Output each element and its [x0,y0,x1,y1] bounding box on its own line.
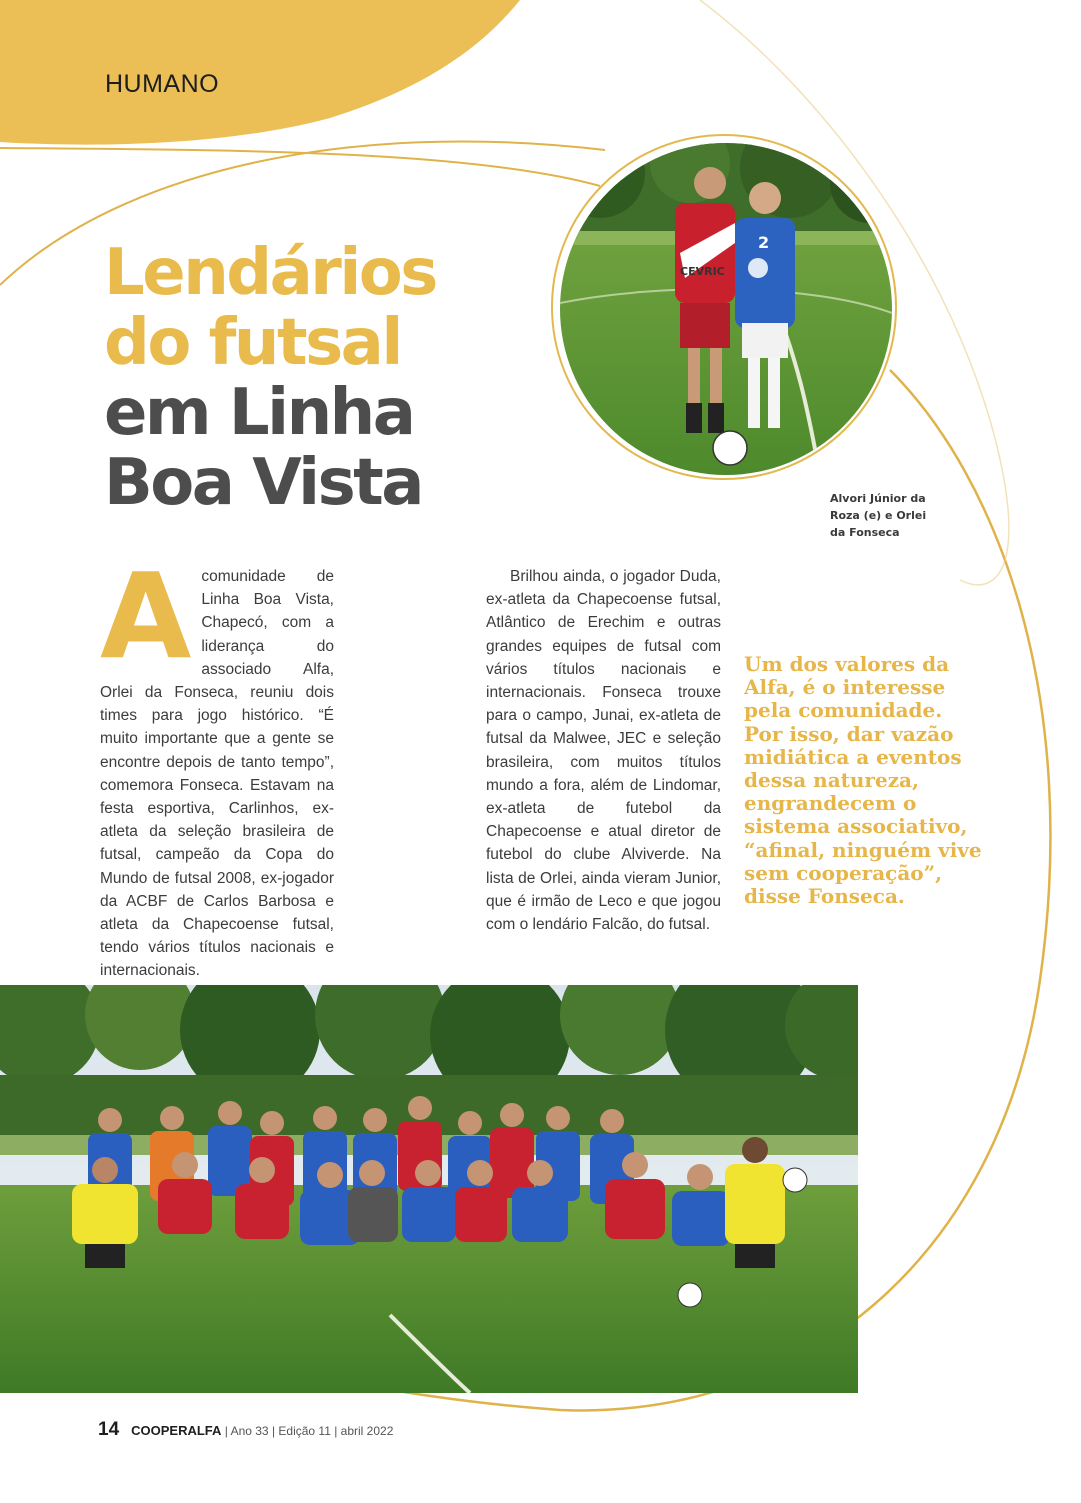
headline-line: Boa Vista [104,446,422,520]
article-column-1 [100,547,334,983]
publication-name: COOPERALFA [131,1423,222,1438]
team-group-photo [0,985,858,1393]
headline-line: do futsal [104,306,401,380]
pull-quote: Um dos valores da Alfa, é o interesse pela comunidade. Por isso, dar vazão midiática a eventos dessa natureza, engrandecem o sistema associativo, “afinal, ninguém vive sem cooperação”, disse Fonseca. [744,652,982,909]
drop-cap: A [100,547,192,685]
team-photo-illustration [0,985,858,1393]
section-label: HUMANO [105,70,220,98]
headline-line: Lendários [104,236,436,310]
article-text: Brilhou ainda, o jogador Duda, ex-atleta da Chapecoense futsal, Atlântico de Erechim e outras grandes equipes de futsal com vários títulos nacionais e internacionais. Fonseca trouxe para o campo, Junai, ex-atleta de futsal da Malwee, JEC e seleção brasileira, com muitos títulos mundo a fora, além de Lindomar, ex-atleta de futebol da Chapecoense e atual diretor de futebol do clube Alviverde. Na lista de Orlei, ainda vieram Junior, que é irmão de Leco e que jogou com o lendário Falcão, do futsal. [486,568,721,934]
issue-info: | Ano 33 | Edição 11 | abril 2022 [224,1424,394,1438]
page-number: 14 [98,1419,120,1440]
top-gold-wave [0,0,520,145]
jersey-number: 2 [758,233,770,252]
headline [104,238,436,518]
players-portrait-illustration [560,143,892,475]
page-footer [98,1419,393,1441]
article-column-2 [486,565,721,936]
headline-line: em Linha [104,376,414,450]
photo-caption: Alvori Júnior da Roza (e) e Orlei da Fonseca [830,492,927,539]
jersey-sponsor-text: CEVRIC [680,265,725,278]
article-text: comunidade de Linha Boa Vista, Chapecó, com a liderança do associado Alfa, Orlei da Fonseca, reuniu dois times para jogo histórico. “É muito importante que a gente se encontre depois de tanto tempo”, comemora Fonseca. Estavam na festa esportiva, Carlinhos, ex-atleta da seleção brasileira de futsal, campeão da Copa do Mundo de futsal 2008, ex-jogador da ACBF de Carlos Barbosa e atleta da Chapecoense futsal, tendo vários títulos nacionais e internacionais. [100,568,334,980]
players-portrait-photo [560,143,892,475]
